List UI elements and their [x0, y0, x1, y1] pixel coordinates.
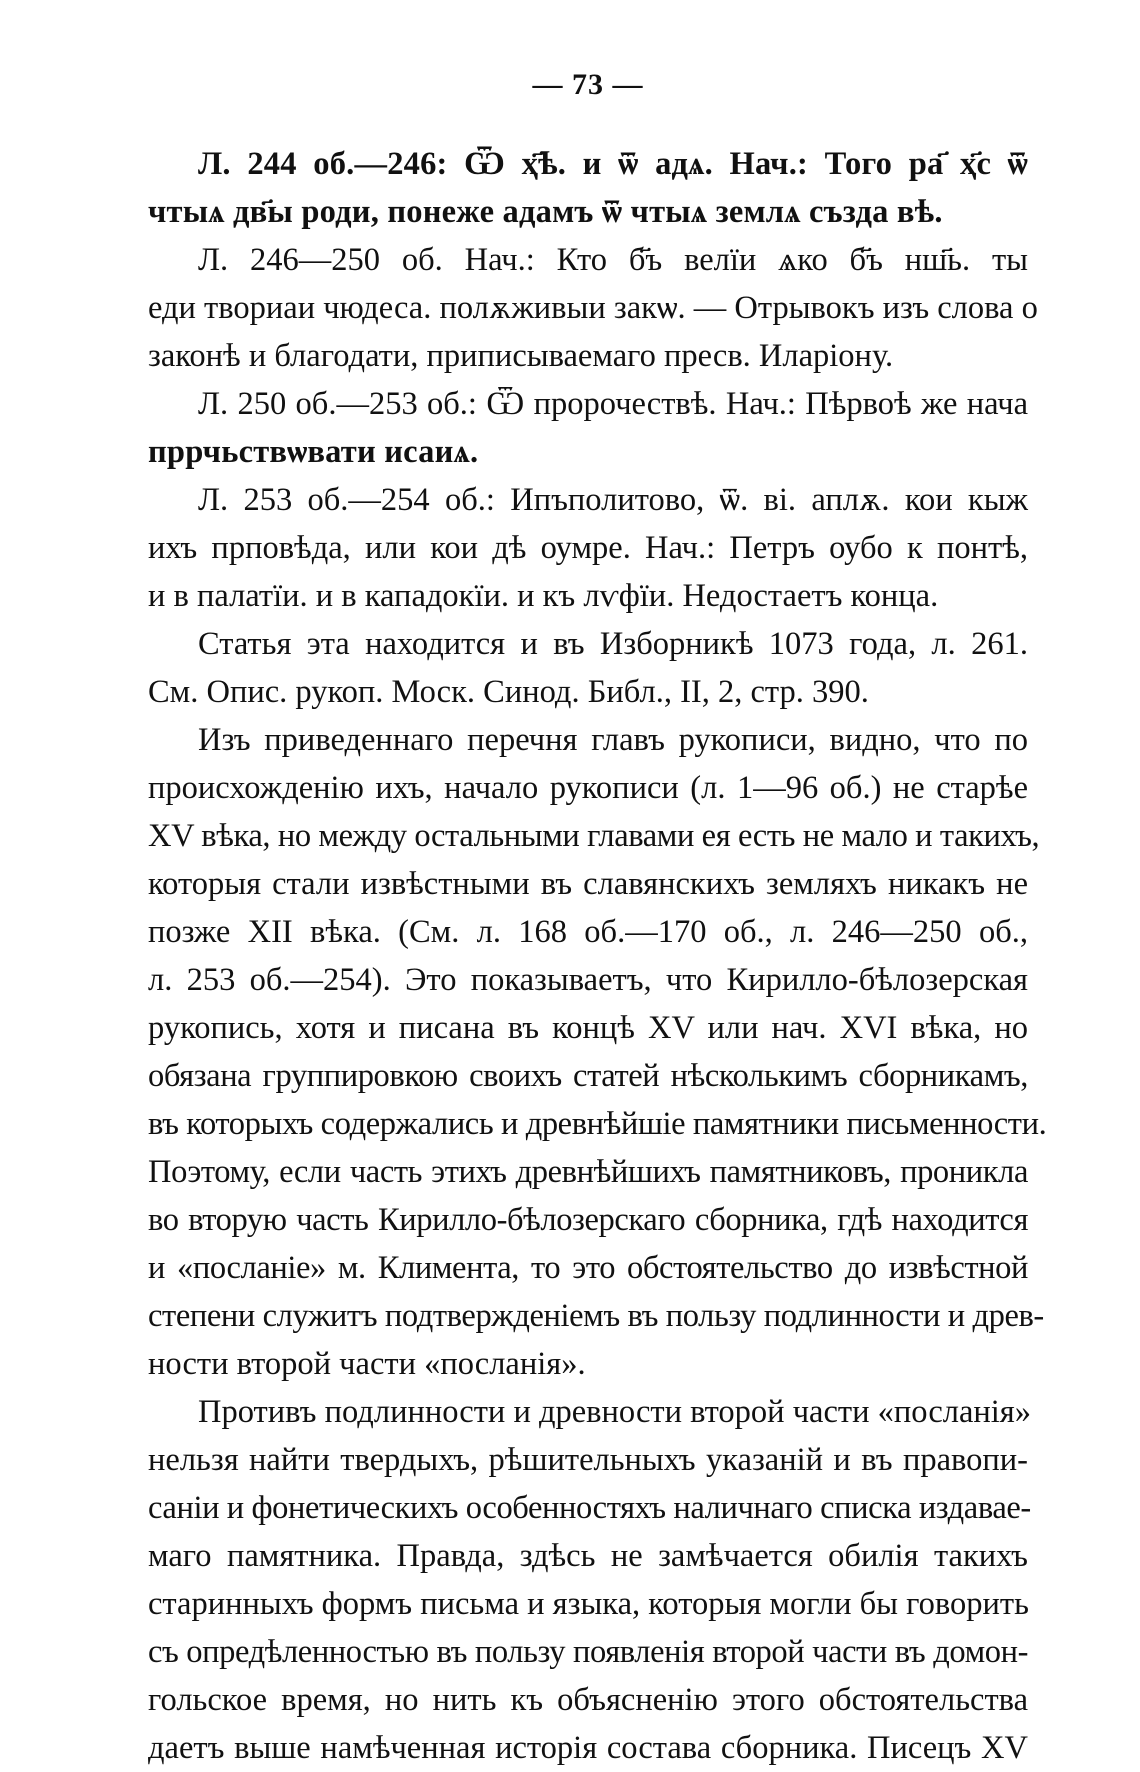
paragraph-line: маго памятника. Правда, здѣсь не замѣчается обилія такихъ: [148, 1538, 1028, 1574]
entry-line: законѣ и благодати, приписываемаго пресв. Иларіону.: [148, 338, 894, 374]
paragraph-line: Противъ подлинности и древности второй части «посланія»: [198, 1394, 1032, 1430]
entry-4: [148, 476, 1028, 620]
entry-line: Л. 244 об.—246: Ѿ ҳ҃ѣ. и ѿ адѧ. Нач.: Того ра҃ ҳ҃с ѿ: [198, 146, 1028, 182]
entry-line: еди твориаи чюдеса. полѫживыи закѡ. — Отрывокъ изъ слова о: [148, 290, 1038, 326]
paragraph-line: которыя стали извѣстными въ славянскихъ земляхъ никакъ не: [148, 866, 1028, 902]
paragraph-line: и «посланіе» м. Климента, то это обстоятельство до извѣстной: [148, 1250, 1028, 1286]
paragraph-line: съ опредѣленностью въ пользу появленія второй части въ домон-: [148, 1634, 1028, 1670]
paragraph-line: даетъ выше намѣченная исторія состава сборника. Писецъ XV: [148, 1730, 1028, 1766]
paragraph-line: старинныхъ формъ письма и языка, которыя могли бы говорить: [148, 1586, 1029, 1622]
paragraph-line: обязана группировкою своихъ статей нѣсколькимъ сборникамъ,: [148, 1058, 1028, 1094]
paragraph-line: нельзя найти твердыхъ, рѣшительныхъ указаній и въ правопи-: [148, 1442, 1028, 1478]
paragraph-line: въ которыхъ содержались и древнѣйшіе памятники письменности.: [148, 1106, 1047, 1142]
entry-line: См. Опис. рукоп. Моск. Синод. Библ., II, 2, стр. 390.: [148, 674, 869, 710]
entry-line: Л. 250 об.—253 об.: Ѿ пророчествѣ. Нач.: Пѣрвоѣ же нача: [198, 386, 1028, 422]
paragraph-line: гольское время, но нить къ объясненію этого обстоятельства: [148, 1682, 1028, 1718]
paragraph-line: ности второй части «посланія».: [148, 1346, 586, 1382]
entry-line: Л. 253 об.—254 об.: Ипъполитово, ѿ. ві. аплѫ. кои кыж: [198, 482, 1028, 518]
paragraph-line: степени служитъ подтвержденіемъ въ пользу подлинности и древ-: [148, 1298, 1044, 1334]
paragraph-line: Поэтому, если часть этихъ древнѣйшихъ памятниковъ, проникла: [148, 1154, 1028, 1190]
paragraph-line: во вторую часть Кирилло-бѣлозерскаго сборника, гдѣ находится: [148, 1202, 1028, 1238]
body-paragraph-2: [148, 1388, 1032, 1772]
entry-5: [148, 620, 1028, 716]
entry-line: ихъ прповѣда, или кои дѣ оумре. Нач.: Петръ оубо к понтѣ,: [148, 530, 1028, 566]
paragraph-line: происхожденію ихъ, начало рукописи (л. 1—96 об.) не старѣе: [148, 770, 1028, 806]
page: [148, 68, 1047, 1772]
body-paragraph-1: [148, 716, 1047, 1388]
entry-1: [148, 140, 1028, 236]
paragraph-line: саніи и фонетическихъ особенностяхъ наличнаго списка издавае-: [148, 1490, 1031, 1526]
entry-line: и в палатїи. и в кападокїи. и къ лѵфїи. Недостаетъ конца.: [148, 578, 939, 614]
paragraph-line: XV вѣка, но между остальными главами ея есть не мало и такихъ,: [148, 818, 1040, 854]
entry-line: Л. 246—250 об. Нач.: Кто б҃ъ велїи ѧко б҃ъ нш҃ь. ты: [198, 242, 1028, 278]
entry-3: [148, 380, 1028, 476]
entry-line: пррчьствѡвати исаиѧ.: [148, 434, 479, 470]
entry-line: чтыѧ дв҃ы роди, понеже адамъ ѿ чтыѧ землѧ създа вѣ.: [148, 194, 943, 230]
paragraph-line: рукопись, хотя и писана въ концѣ XV или нач. XVI вѣка, но: [148, 1010, 1028, 1046]
entry-2: [148, 236, 1038, 380]
paragraph-line: Изъ приведеннаго перечня главъ рукописи, видно, что по: [198, 722, 1028, 758]
entry-line: Статья эта находится и въ Изборникѣ 1073 года, л. 261.: [198, 626, 1028, 662]
page-number: — 73 —: [532, 68, 644, 101]
paragraph-line: л. 253 об.—254). Это показываетъ, что Кирилло-бѣлозерская: [148, 962, 1028, 998]
paragraph-line: позже XII вѣка. (См. л. 168 об.—170 об., л. 246—250 об.,: [148, 914, 1028, 950]
